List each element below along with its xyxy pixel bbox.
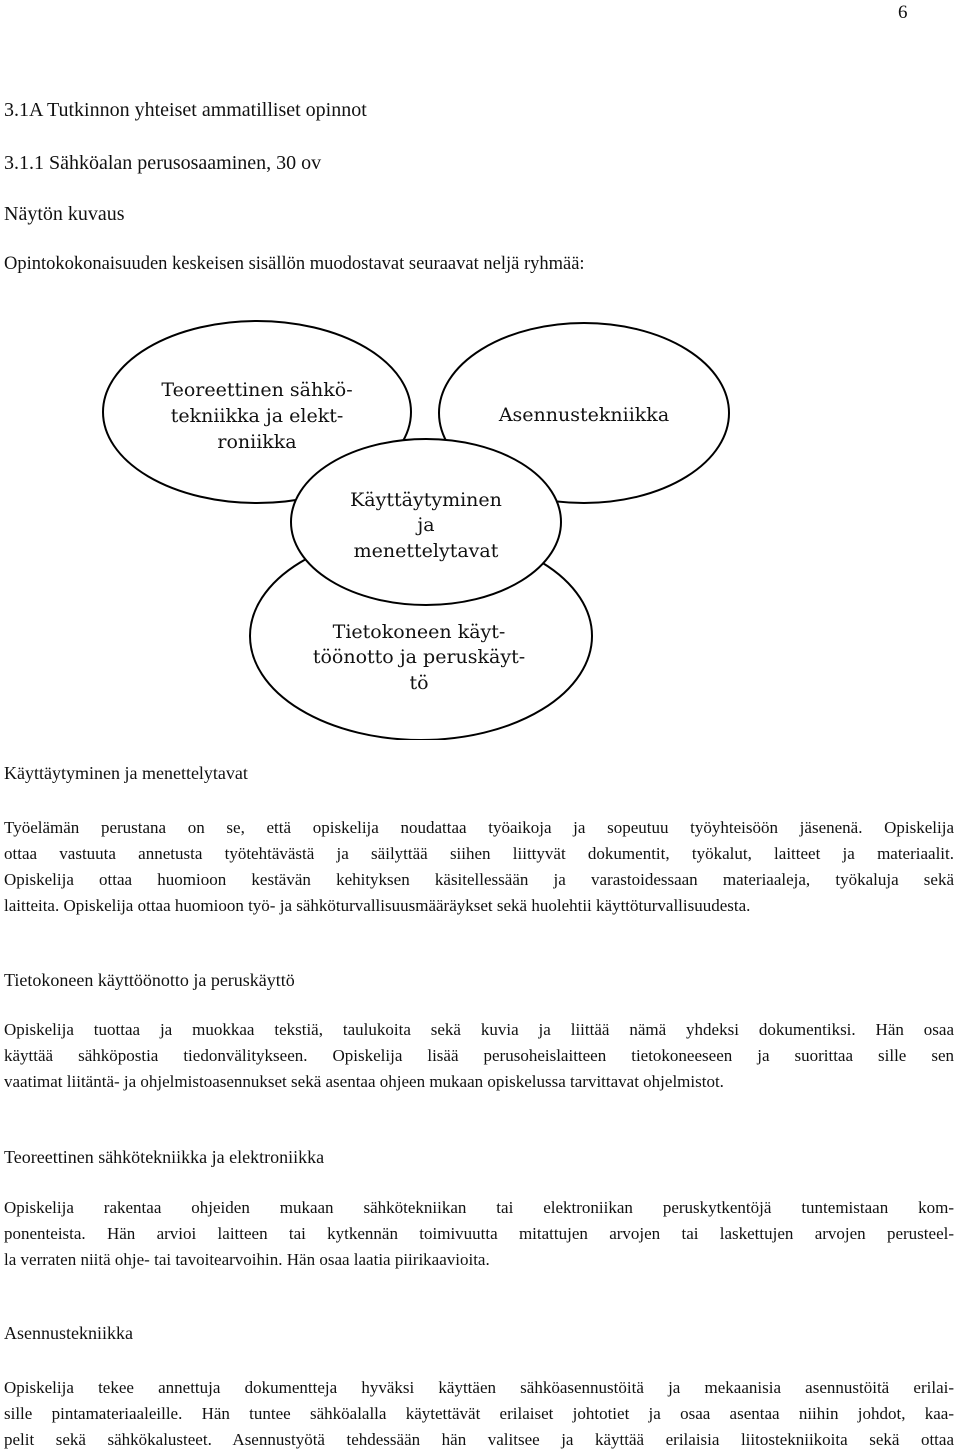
section-body-theory: [4, 1195, 954, 1273]
text-line: la verraten niitä ohje- tai tavoitearvoihin. Hän osaa laatia piirikaavioita.: [4, 1250, 490, 1269]
section-body-behaviour: [4, 815, 954, 919]
section-title-computer: Tietokoneen käyttöönotto ja peruskäyttö: [4, 970, 295, 990]
text-line: Opiskelija tuottaa ja muokkaa tekstiä, taulukoita sekä kuvia ja liittää nämä yhdeksi dokumentiksi. Hän osaa: [4, 1020, 954, 1039]
circle-behaviour-line-1: Käyttäytyminen: [350, 489, 502, 511]
section-body-computer: [4, 1017, 954, 1095]
section-title-behaviour: Käyttäytyminen ja menettelytavat: [4, 763, 248, 783]
circle-computer-line-3: tö: [409, 672, 429, 694]
circle-theory-line-1: Teoreettinen sähkö-: [161, 379, 353, 401]
circle-behaviour-line-2: ja: [417, 514, 435, 536]
text-line: pelit sekä sähkökalusteet. Asennustyötä tehdessään hän valitsee ja käyttää erilaisia liitostekniikoita sekä ottaa: [4, 1430, 954, 1449]
text-line: käyttää sähköpostia tiedonvälitykseen. Opiskelija lisää perusoheislaitteen tietokoneeseen ja suorittaa sille sen: [4, 1046, 954, 1065]
demo-title: Näytön kuvaus: [4, 203, 125, 225]
circle-installation-label: Asennustekniikka: [498, 404, 670, 426]
content-groups-diagram: [0, 300, 960, 740]
page-number: 6: [898, 2, 908, 23]
subchapter-heading: 3.1.1 Sähköalan perusosaaminen, 30 ov: [4, 152, 322, 174]
circle-theory-line-2: tekniikka ja elekt-: [170, 405, 344, 427]
text-line: ponenteista. Hän arvioi laitteen tai kytkennän toimivuutta mitattujen arvojen tai laskettujen arvojen perusteel-: [4, 1224, 954, 1243]
circle-computer-line-1: Tietokoneen käyt-: [332, 621, 506, 643]
circle-theory-line-3: roniikka: [217, 431, 297, 453]
intro-text: Opintokokonaisuuden keskeisen sisällön muodostavat seuraavat neljä ryhmää:: [4, 254, 585, 274]
text-line: ottaa vastuuta annetusta työtehtävästä ja säilyttää siihen liittyvät dokumentit, työkalut, laitteet ja materiaalit.: [4, 844, 954, 863]
section-body-installation: [4, 1375, 954, 1453]
text-line: Opiskelija tekee annettuja dokumentteja hyväksi käyttäen sähköasennustöitä ja mekaanisia asennustöitä erilai-: [4, 1378, 954, 1397]
text-line: vaatimat liitäntä- ja ohjelmistoasennukset sekä asentaa ohjeen mukaan opiskelussa tarvittavat ohjelmistot.: [4, 1072, 724, 1091]
chapter-heading: 3.1A Tutkinnon yhteiset ammatilliset opinnot: [4, 99, 367, 121]
text-line: Työelämän perustana on se, että opiskelija noudattaa työaikoja ja sopeutuu työyhteisöön jäsenenä. Opiskelija: [4, 818, 954, 837]
text-line: laitteita. Opiskelija ottaa huomioon työ- ja sähköturvallisuusmääräykset sekä huolehtii käyttöturvallisuudesta.: [4, 896, 751, 915]
section-title-installation: Asennustekniikka: [4, 1323, 133, 1343]
section-title-theory: Teoreettinen sähkötekniikka ja elektroniikka: [4, 1147, 325, 1167]
text-line: sille pintamateriaaleille. Hän tuntee sähköalalla käytettävät erilaiset johtotiet ja osaa asentaa niihin johdot, kaa-: [4, 1404, 954, 1423]
text-line: Opiskelija ottaa huomioon kestävän kehityksen käsitellessään ja varastoidessaan materiaaleja, työkaluja sekä: [4, 870, 954, 889]
text-line: Opiskelija rakentaa ohjeiden mukaan sähkötekniikan tai elektroniikan peruskytkentöjä tuntemistaan kom-: [4, 1198, 954, 1217]
circle-behaviour-line-3: menettelytavat: [353, 540, 499, 562]
circle-computer-line-2: töönotto ja peruskäyt-: [312, 646, 526, 668]
